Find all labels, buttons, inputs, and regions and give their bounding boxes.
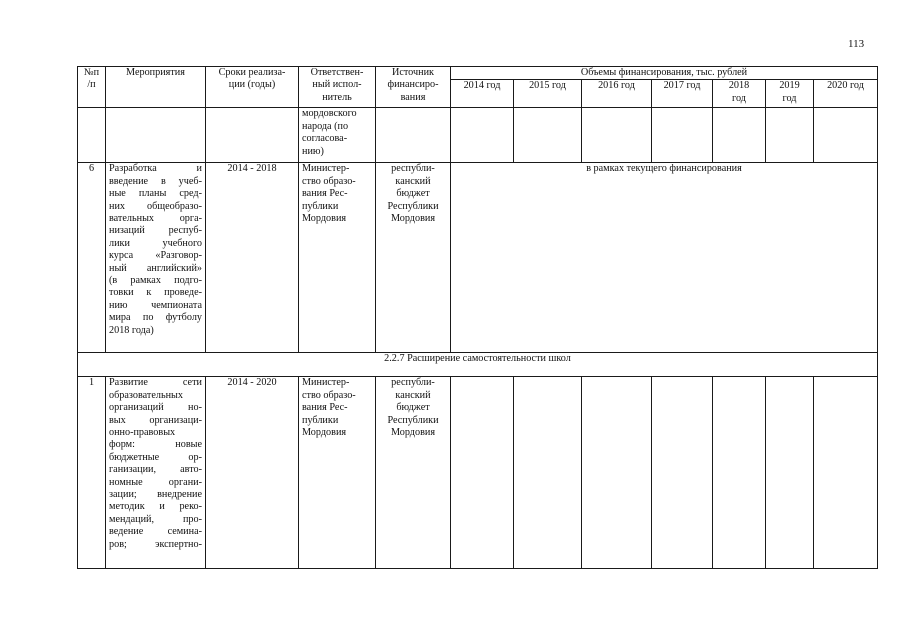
measure-line: вых организаци- bbox=[109, 414, 202, 426]
cell-empty bbox=[582, 377, 652, 569]
measure-line: 2018 года) bbox=[109, 324, 154, 336]
section-title: 2.2.7 Расширение самостоятельности школ bbox=[78, 353, 878, 377]
funding-source: республи- канский бюджет Республики Мордовия bbox=[376, 163, 451, 353]
measure-line: мира по футболу bbox=[109, 312, 202, 324]
header-period: Сроки реализа- ции (годы) bbox=[206, 67, 299, 108]
cell-empty bbox=[713, 377, 766, 569]
header-year: 2014 год bbox=[451, 80, 514, 108]
measure-text bbox=[106, 377, 206, 569]
continuation-responsible: мордовского народа (по согласова- нию) bbox=[299, 108, 376, 163]
measure-line: низаций респуб- bbox=[109, 225, 202, 237]
responsible: Министер- ство образо- вания Рес- публики Мордовия bbox=[299, 163, 376, 353]
cell-empty bbox=[582, 108, 652, 163]
measure-line: введение в учеб- bbox=[109, 175, 202, 187]
measure-line: лики учебного bbox=[109, 237, 202, 249]
cell-empty bbox=[814, 108, 878, 163]
row-number: 1 bbox=[78, 377, 106, 569]
cell-empty bbox=[451, 377, 514, 569]
cell-empty bbox=[106, 108, 206, 163]
cell-empty bbox=[766, 108, 814, 163]
header-measures: Мероприятия bbox=[106, 67, 206, 108]
measure-line: них общеобразо- bbox=[109, 200, 202, 212]
cell-empty bbox=[652, 377, 713, 569]
responsible: Министер- ство образо- вания Рес- публики Мордовия bbox=[299, 377, 376, 569]
measure-line: ные планы сред- bbox=[109, 188, 202, 200]
measure-line: ров; экспертно- bbox=[109, 538, 202, 550]
measure-line: ганизации, авто- bbox=[109, 464, 202, 476]
measure-line: форм: новые bbox=[109, 439, 202, 451]
header-responsible: Ответствен- ный испол- нитель bbox=[299, 67, 376, 108]
header-year: 2015 год bbox=[514, 80, 582, 108]
measure-line: методик и реко- bbox=[109, 501, 202, 513]
cell-empty bbox=[814, 377, 878, 569]
page-number: 113 bbox=[848, 38, 865, 50]
header-year: 2016 год bbox=[582, 80, 652, 108]
measure-line: вательных орга- bbox=[109, 213, 202, 225]
measure-line: онно-правовых bbox=[109, 427, 176, 439]
financing-note: в рамках текущего финансирования bbox=[451, 163, 878, 353]
measure-line: зации; внедрение bbox=[109, 489, 202, 501]
header-source: Источник финансиро- вания bbox=[376, 67, 451, 108]
measure-line: (в рамках подго- bbox=[109, 275, 202, 287]
measure-line: мендаций, про- bbox=[109, 513, 202, 525]
cell-empty bbox=[514, 377, 582, 569]
measure-line: нию чемпионата bbox=[109, 299, 202, 311]
cell-empty bbox=[713, 108, 766, 163]
measure-line: номные органи- bbox=[109, 476, 202, 488]
header-num: №п /п bbox=[78, 67, 106, 108]
measure-line: товки к проведе- bbox=[109, 287, 202, 299]
section-row bbox=[78, 353, 878, 377]
funding-source: республи- канский бюджет Республики Мордовия bbox=[376, 377, 451, 569]
measure-line: образовательных bbox=[109, 389, 183, 401]
header-row bbox=[78, 67, 878, 80]
measure-text bbox=[106, 163, 206, 353]
cell-empty bbox=[514, 108, 582, 163]
period: 2014 - 2018 bbox=[206, 163, 299, 353]
period: 2014 - 2020 bbox=[206, 377, 299, 569]
table-row bbox=[78, 163, 878, 353]
cell-empty bbox=[376, 108, 451, 163]
measure-line: ведение семина- bbox=[109, 526, 202, 538]
cell-empty bbox=[206, 108, 299, 163]
header-year: 2017 год bbox=[652, 80, 713, 108]
table-row bbox=[78, 377, 878, 569]
measure-line: курса «Разговор- bbox=[109, 250, 202, 262]
header-year: 2019 год bbox=[766, 80, 814, 108]
continuation-row bbox=[78, 108, 878, 163]
header-volumes: Объемы финансирования, тыс. рублей bbox=[451, 67, 878, 80]
row-number: 6 bbox=[78, 163, 106, 353]
financing-table bbox=[77, 66, 878, 569]
measure-line: ный английский» bbox=[109, 262, 202, 274]
cell-empty bbox=[652, 108, 713, 163]
cell-empty bbox=[766, 377, 814, 569]
measure-line: организаций но- bbox=[109, 402, 202, 414]
cell-empty bbox=[78, 108, 106, 163]
measure-line: Разработка и bbox=[109, 163, 202, 175]
header-year: 2018 год bbox=[713, 80, 766, 108]
header-year: 2020 год bbox=[814, 80, 878, 108]
measure-line: Развитие сети bbox=[109, 377, 202, 389]
measure-line: бюджетные ор- bbox=[109, 451, 202, 463]
cell-empty bbox=[451, 108, 514, 163]
